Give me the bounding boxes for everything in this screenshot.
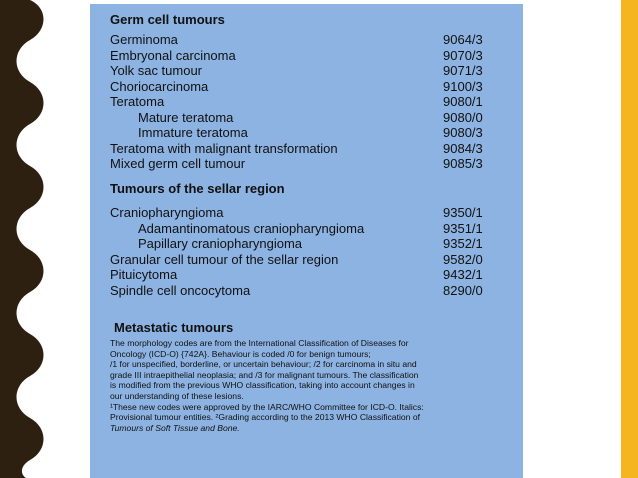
icd-o-code: 9070/3 [443,47,483,63]
icd-o-code: 8290/0 [443,282,483,298]
footnote-line: Tumours of Soft Tissue and Bone. [110,422,240,433]
tumour-name: Germinoma [110,32,178,47]
tumour-name: Choriocarcinoma [110,78,209,94]
icd-o-code: 9582/0 [443,251,483,267]
icd-o-code: 9432/1 [443,267,483,282]
table-row [110,205,515,221]
icd-o-code: 9080/1 [443,94,483,109]
table-row [110,48,515,64]
tumour-name: Craniopharyngioma [110,205,224,220]
classification-table-panel [90,4,523,478]
table-row [110,283,515,299]
tumour-name: Yolk sac tumour [110,63,203,78]
icd-o-code: 9080/0 [443,109,483,125]
icd-o-code: 9071/3 [443,63,483,78]
footnote-line: Provisional tumour entities. ²Grading according to the 2013 WHO Classification of [110,412,420,423]
tumour-name: Papillary craniopharyngioma [138,236,303,251]
table-row [110,125,515,141]
footnote-line: grade III intraepithelial neoplasia; and /3 for malignant tumours. The classification [110,369,419,380]
table-row [110,63,515,79]
table-row [110,221,515,237]
footnote-line: is modified from the previous WHO classification, taking into account changes in [110,380,415,391]
footnote-line: The morphology codes are from the International Classification of Diseases for [110,338,409,348]
tumour-name: Immature teratoma [138,125,248,140]
icd-o-code: 9080/3 [443,125,483,140]
footnote-line: /1 for unspecified, borderline, or uncertain behaviour; /2 for carcinoma in situ and [110,359,417,370]
section-title: Tumours of the sellar region [110,181,285,196]
tumour-name: Spindle cell oncocytoma [110,282,251,298]
table-row [110,156,515,172]
tumour-name: Granular cell tumour of the sellar region [110,251,339,267]
tumour-name: Teratoma with malignant transformation [110,140,338,156]
icd-o-code: 9085/3 [443,156,483,171]
icd-o-code: 9351/1 [443,220,483,236]
icd-o-code: 9352/1 [443,236,483,251]
decorative-scalloped-band [0,0,52,478]
icd-o-code: 9064/3 [443,32,483,47]
tumour-name: Mixed germ cell tumour [110,156,246,171]
table-row [110,236,515,252]
table-row [110,79,515,95]
table-row [110,141,515,157]
table-row [110,32,515,48]
icd-o-code: 9100/3 [443,78,483,94]
table-row [110,94,515,110]
table-row [110,267,515,283]
footnote-line: ¹These new codes were approved by the IARC/WHO Committee for ICD-O. Italics: [110,401,424,412]
tumour-name: Teratoma [110,94,165,109]
metastatic-title: Metastatic tumours [114,320,234,335]
icd-o-code: 9350/1 [443,205,483,220]
tumour-name: Mature teratoma [138,109,234,125]
footnote-line: our understanding of these lesions. [110,390,244,401]
icd-o-code: 9084/3 [443,140,483,156]
footnotes [110,338,516,433]
table-row [110,252,515,268]
tumour-name: Embryonal carcinoma [110,47,236,63]
tumour-name: Adamantinomatous craniopharyngioma [138,220,365,236]
decorative-right-band [621,0,638,478]
section-title: Germ cell tumours [110,12,225,27]
footnote-line: Oncology (ICD-O) {742A}. Behaviour is coded /0 for benign tumours; [110,348,371,359]
table-row [110,110,515,126]
tumour-name: Pituicytoma [110,267,178,282]
